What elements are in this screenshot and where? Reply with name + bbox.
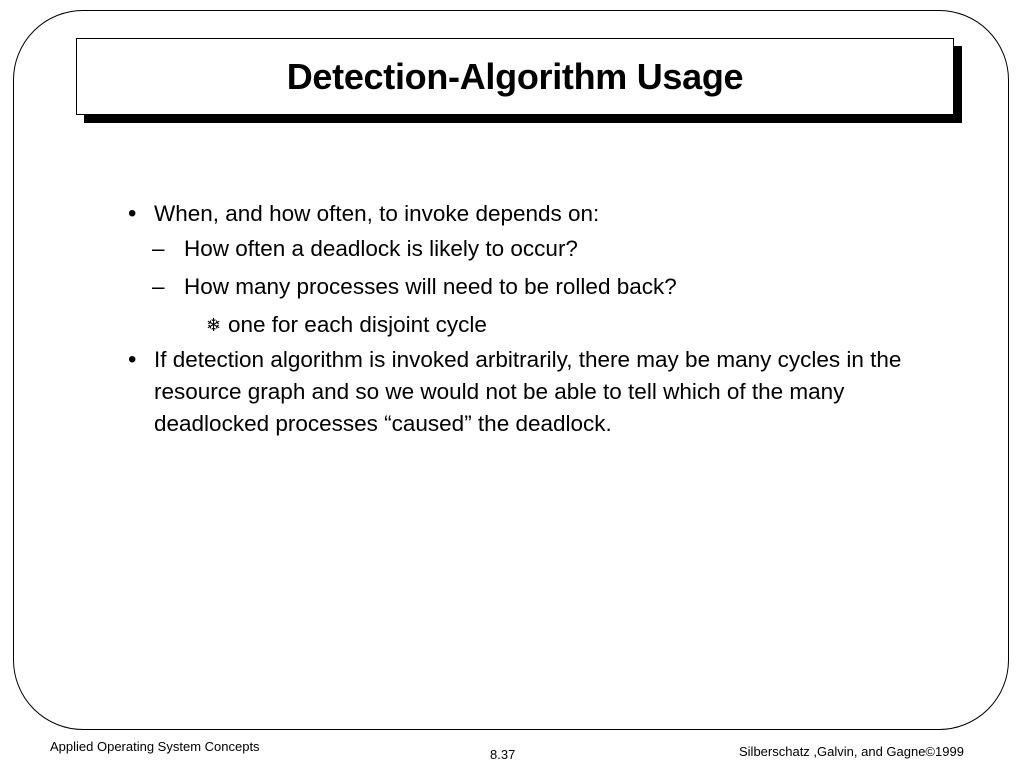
bullet-text: If detection algorithm is invoked arbitrarily, there may be many cycles in the resource graph and so we would not be able to tell which of the many deadlocked processes “caused” the deadlock. xyxy=(154,347,902,436)
bullet-icon: • xyxy=(128,346,137,373)
bullet-text: When, and how often, to invoke depends on: xyxy=(154,201,600,226)
sub-bullet-text: How many processes will need to be rolled back? xyxy=(184,274,677,299)
title-box xyxy=(76,38,954,115)
sub-sub-bullet-text: one for each disjoint cycle xyxy=(228,312,487,337)
slide-content xyxy=(126,198,926,440)
sub-sub-bullet-item xyxy=(126,306,926,344)
slide-title: Detection-Algorithm Usage xyxy=(286,55,744,97)
dash-icon: – xyxy=(152,274,165,299)
bullet-item xyxy=(126,344,926,440)
footer-course-title: Applied Operating System Concepts xyxy=(50,739,260,754)
sub-bullet-item xyxy=(126,268,926,306)
dash-icon: – xyxy=(152,236,165,261)
footer-copyright: Silberschatz ,Galvin, and Gagne©1999 xyxy=(739,744,964,759)
bullet-icon: • xyxy=(128,200,137,227)
bullet-item xyxy=(126,198,926,230)
snowflake-icon: ❄ xyxy=(206,315,222,335)
footer-page-number: 8.37 xyxy=(490,747,516,762)
sub-bullet-text: How often a deadlock is likely to occur? xyxy=(184,236,578,261)
sub-bullet-item xyxy=(126,230,926,268)
